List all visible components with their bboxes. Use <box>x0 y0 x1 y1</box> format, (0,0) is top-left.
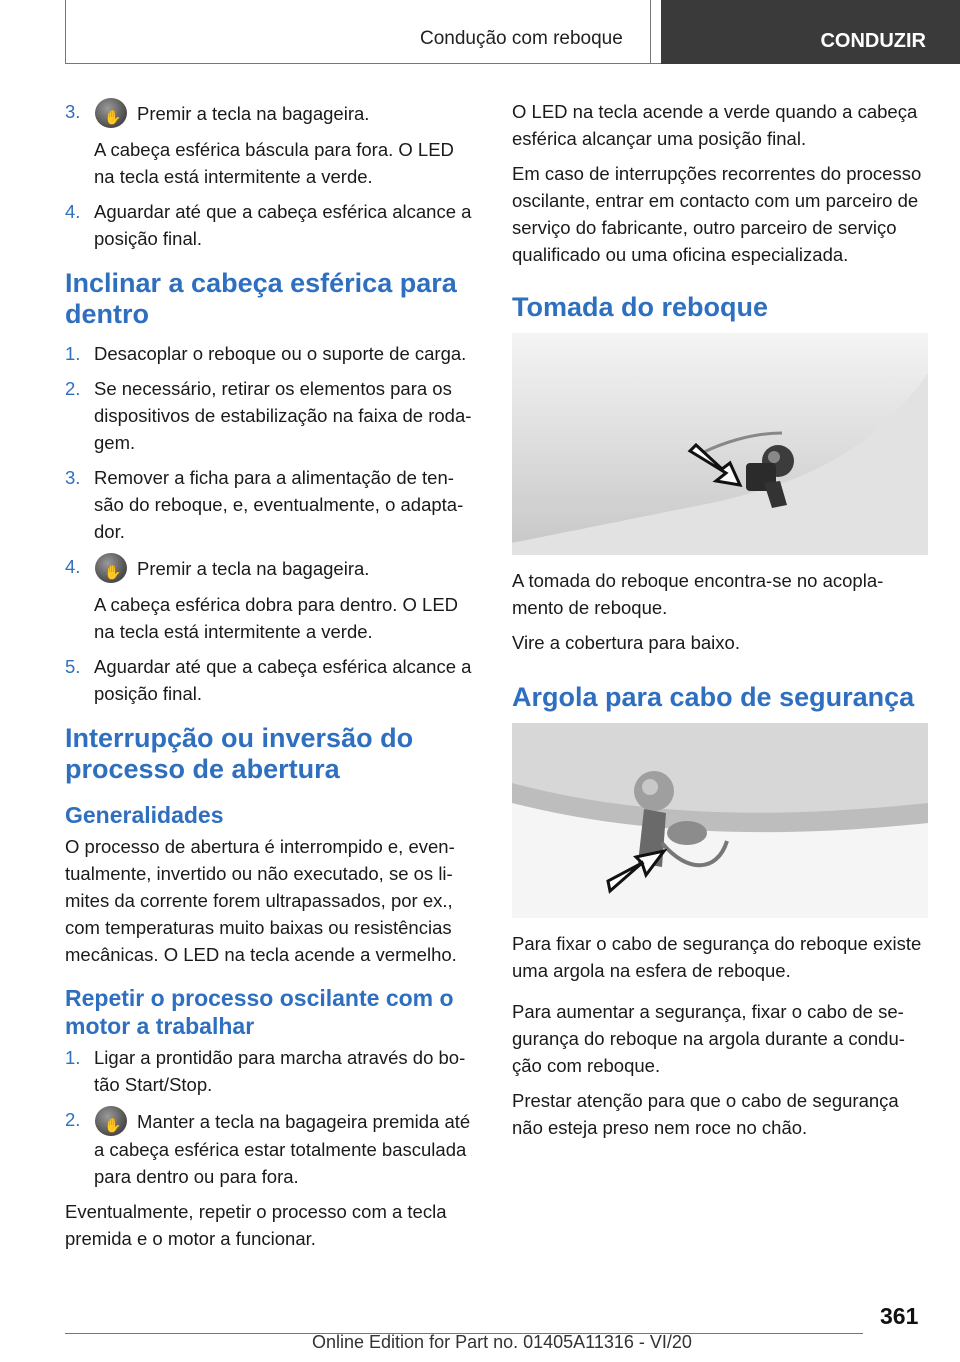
chapter-label: CONDUZIR <box>820 29 926 52</box>
header-rule-left <box>65 0 66 64</box>
step-subtext: A cabeça esférica báscula para fora. O LED na tecla está intermitente a verde. <box>94 139 454 187</box>
left-column <box>65 98 477 1260</box>
header-chapter-tab[interactable] <box>661 0 960 64</box>
step-number: 3. <box>65 467 81 488</box>
step-b-3 <box>65 464 477 545</box>
argola-paragraph-1: Para fixar o cabo de segurança do reboque existe uma argola na esfera de reboque. <box>512 933 922 981</box>
step-text: Se necessário, retirar os elementos para os dispositivos de estabilização na faixa de rodagem. <box>94 378 472 453</box>
tow-socket-illustration <box>512 333 928 555</box>
argola-paragraph-2: Para aumentar a segurança, fixar o cabo de segurança do reboque na argola durante a condução com reboque. <box>512 1001 905 1076</box>
header-separator <box>650 0 651 64</box>
trunk-button-icon: ✋ <box>95 98 127 128</box>
step-b-2 <box>65 375 477 456</box>
eventualmente-paragraph: Eventualmente, repetir o processo com a tecla premida e o motor a funcionar. <box>65 1201 447 1249</box>
right-column <box>512 98 928 1149</box>
step-number: 2. <box>65 1109 81 1130</box>
generalidades-paragraph: O processo de abertura é interrompido e, eventualmente, invertido ou não executado, se os limites da corrente forem ultrapassados, por ex., com temperaturas muito baixas ou resistências mecânicas. O LED na tecla acende a vermelho. <box>65 836 457 965</box>
page-number: 361 <box>880 1303 919 1329</box>
led-paragraph: O LED na tecla acende a verde quando a cabeça esférica alcançar uma posição final. <box>512 101 918 149</box>
step-b-1 <box>65 340 477 367</box>
step-number: 1. <box>65 343 81 364</box>
heading-generalidades: Generalidades <box>65 802 224 828</box>
caso-paragraph: Em caso de interrupções recorrentes do processo oscilante, entrar em contacto com um parceiro de serviço do fabricante, outro parceiro de serviço qualificado ou uma oficina especializada. <box>512 163 922 265</box>
footer-edition: Online Edition for Part no. 01405A11316 - VI/20 <box>312 1332 692 1352</box>
step-a-4 <box>65 198 477 252</box>
trunk-button-icon: ✋ <box>95 553 127 583</box>
step-number: 4. <box>65 201 81 222</box>
step-b-4 <box>65 553 477 645</box>
step-number: 2. <box>65 378 81 399</box>
step-text: Manter a tecla na bagageira premida até a cabeça esférica estar totalmente basculada para dentro ou para fora. <box>94 1111 471 1187</box>
step-number: 4. <box>65 556 81 577</box>
heading-inclinar: Inclinar a cabeça esférica para dentro <box>65 268 457 329</box>
heading-tomada: Tomada do reboque <box>512 292 769 322</box>
step-a-3 <box>65 98 477 190</box>
heading-argola: Argola para cabo de segurança <box>512 682 915 712</box>
step-text: Remover a ficha para a alimentação de tensão do reboque, e, eventualmente, o adaptador. <box>94 467 464 542</box>
step-text: Premir a tecla na bagageira. <box>137 103 370 124</box>
step-subtext: A cabeça esférica dobra para dentro. O LED na tecla está intermitente a verde. <box>94 594 459 642</box>
step-number: 5. <box>65 656 81 677</box>
safety-cable-eyelet-illustration <box>512 723 928 918</box>
step-text: Premir a tecla na bagageira. <box>137 558 370 579</box>
tomada-paragraph-2: Vire a cobertura para baixo. <box>512 632 740 653</box>
step-text: Aguardar até que a cabeça esférica alcance a posição final. <box>94 656 472 704</box>
step-c-2 <box>65 1106 477 1190</box>
step-number: 3. <box>65 101 81 122</box>
step-c-1 <box>65 1044 477 1098</box>
tomada-paragraph-1: A tomada do reboque encontra-se no acoplamento de reboque. <box>512 570 884 618</box>
step-number: 1. <box>65 1047 81 1068</box>
step-b-5 <box>65 653 477 707</box>
heading-repetir: Repetir o processo oscilante com o motor a trabalhar <box>65 985 454 1039</box>
step-text: Ligar a prontidão para marcha através do botão Start/Stop. <box>94 1047 466 1095</box>
step-text: Aguardar até que a cabeça esférica alcance a posição final. <box>94 201 472 249</box>
tow-socket-svg <box>512 333 928 555</box>
argola-paragraph-3: Prestar atenção para que o cabo de segurança não esteja preso nem roce no chão. <box>512 1090 899 1138</box>
header-rule-bottom <box>65 63 661 64</box>
trunk-button-icon: ✋ <box>95 1106 127 1136</box>
header-section-title: Condução com reboque <box>420 28 623 49</box>
step-text: Desacoplar o reboque ou o suporte de carga. <box>94 343 467 364</box>
heading-interrupcao: Interrupção ou inversão do processo de abertura <box>65 723 414 784</box>
eyelet-svg <box>512 723 928 918</box>
